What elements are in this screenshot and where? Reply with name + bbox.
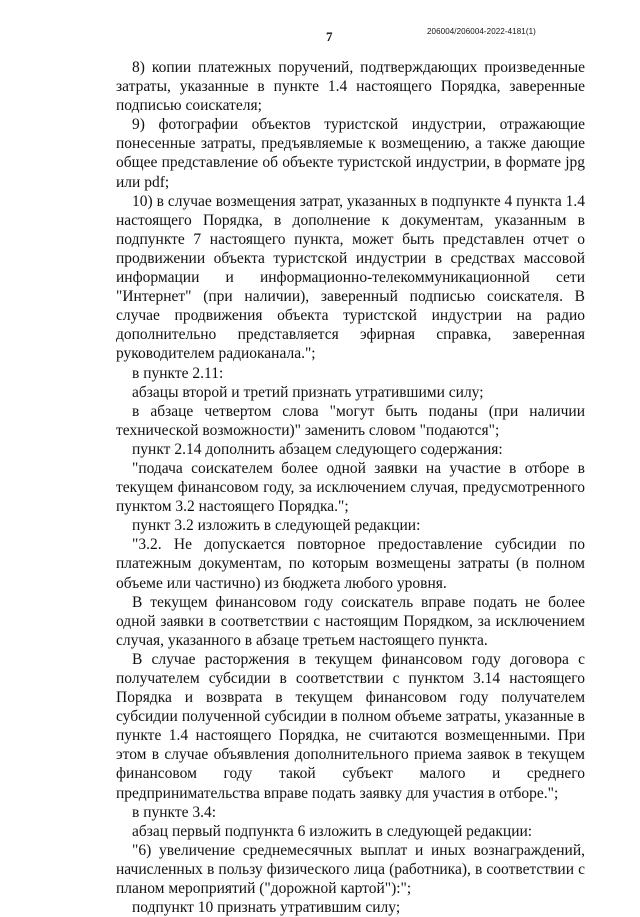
paragraph-tekushchem-godu: В текущем финансовом году соискатель вправе подать не более одной заявки в соответствии с настоящим Порядком, за исключением случая, указанного в абзаце третьем настоящего пункта. xyxy=(116,593,585,649)
page-number: 7 xyxy=(326,29,333,44)
paragraph-item-10: 10) в случае возмещения затрат, указанных в подпункте 4 пункта 1.4 настоящего Порядка, в дополнение к документам, указанным в подпункте 7 настоящего пункта, может быть представлен отчет о продвижении объекта туристской индустрии в средствах массовой информации и информационно-телекоммуникационной сети "Интернет" (при наличии), заверенный подписью соискателя. В случае продвижения объекта туристской индустрии на радио дополнительно представляется эфирная справка, заверенная руководителем радиоканала."; xyxy=(116,192,585,363)
paragraph-abzac-chetvertyi: в абзаце четвертом слова "могут быть поданы (при наличии технической возможности)" заменить словом "подаются"; xyxy=(116,402,585,439)
document-body xyxy=(116,58,585,917)
paragraph-podpunkt-10: подпункт 10 признать утратившим силу; xyxy=(132,899,401,917)
paragraph-point-3-2: пункт 3.2 изложить в следующей редакции: xyxy=(132,517,421,535)
paragraph-abzacy: абзацы второй и третий признать утратившими силу; xyxy=(132,383,484,401)
paragraph-rastorzhenie: В случае расторжения в текущем финансовом году договора с получателем субсидии в соответствии с пунктом 3.14 настоящего Порядка и возврата в текущем финансовом году получателем субсидии полученной субсидии в полном объеме затраты, указанные в пункте 1.4 настоящего Порядка, не считаются возмещенными. При этом в случае объявления дополнительного приема заявок в текущем финансовом году такой субъект малого и среднего предпринимательства вправе подать заявку для участия в отборе."; xyxy=(116,650,585,802)
paragraph-item-9: 9) фотографии объектов туристской индустрии, отражающие понесенные затраты, предъявляемые к возмещению, а также дающие общее представление об объекте туристской индустрии, в формате jpg или pdf; xyxy=(116,116,585,191)
paragraph-podacha: "подача соискателем более одной заявки на участие в отборе в текущем финансовом году, за исключением случая, предусмотренного пунктом 3.2 настоящего Порядка."; xyxy=(116,459,585,516)
paragraph-point-3-4: в пункте 3.4: xyxy=(132,803,217,821)
paragraph-abzac-pervyi: абзац первый подпункта 6 изложить в следующей редакции: xyxy=(132,822,533,840)
paragraph-item-8: 8) копии платежных поручений, подтверждающих произведенные затраты, указанные в пункте 1.4 настоящего Порядка, заверенные подписью соискателя; xyxy=(116,59,585,115)
paragraph-point-2-11: в пункте 2.11: xyxy=(132,364,224,382)
paragraph-uvelichenie: "6) увеличение среднемесячных выплат и иных вознаграждений, начисленных в пользу физического лица (работника), в соответствии с планом мероприятий ("дорожной картой"):"; xyxy=(116,841,585,898)
paragraph-3-2-text: "3.2. Не допускается повторное предоставление субсидии по платежным документам, по которым возмещены затраты (в полном объеме или частично) из бюджета любого уровня. xyxy=(116,536,585,592)
document-id: 206004/206004-2022-4181(1) xyxy=(427,27,536,36)
paragraph-point-2-14: пункт 2.14 дополнить абзацем следующего содержания: xyxy=(132,440,503,458)
